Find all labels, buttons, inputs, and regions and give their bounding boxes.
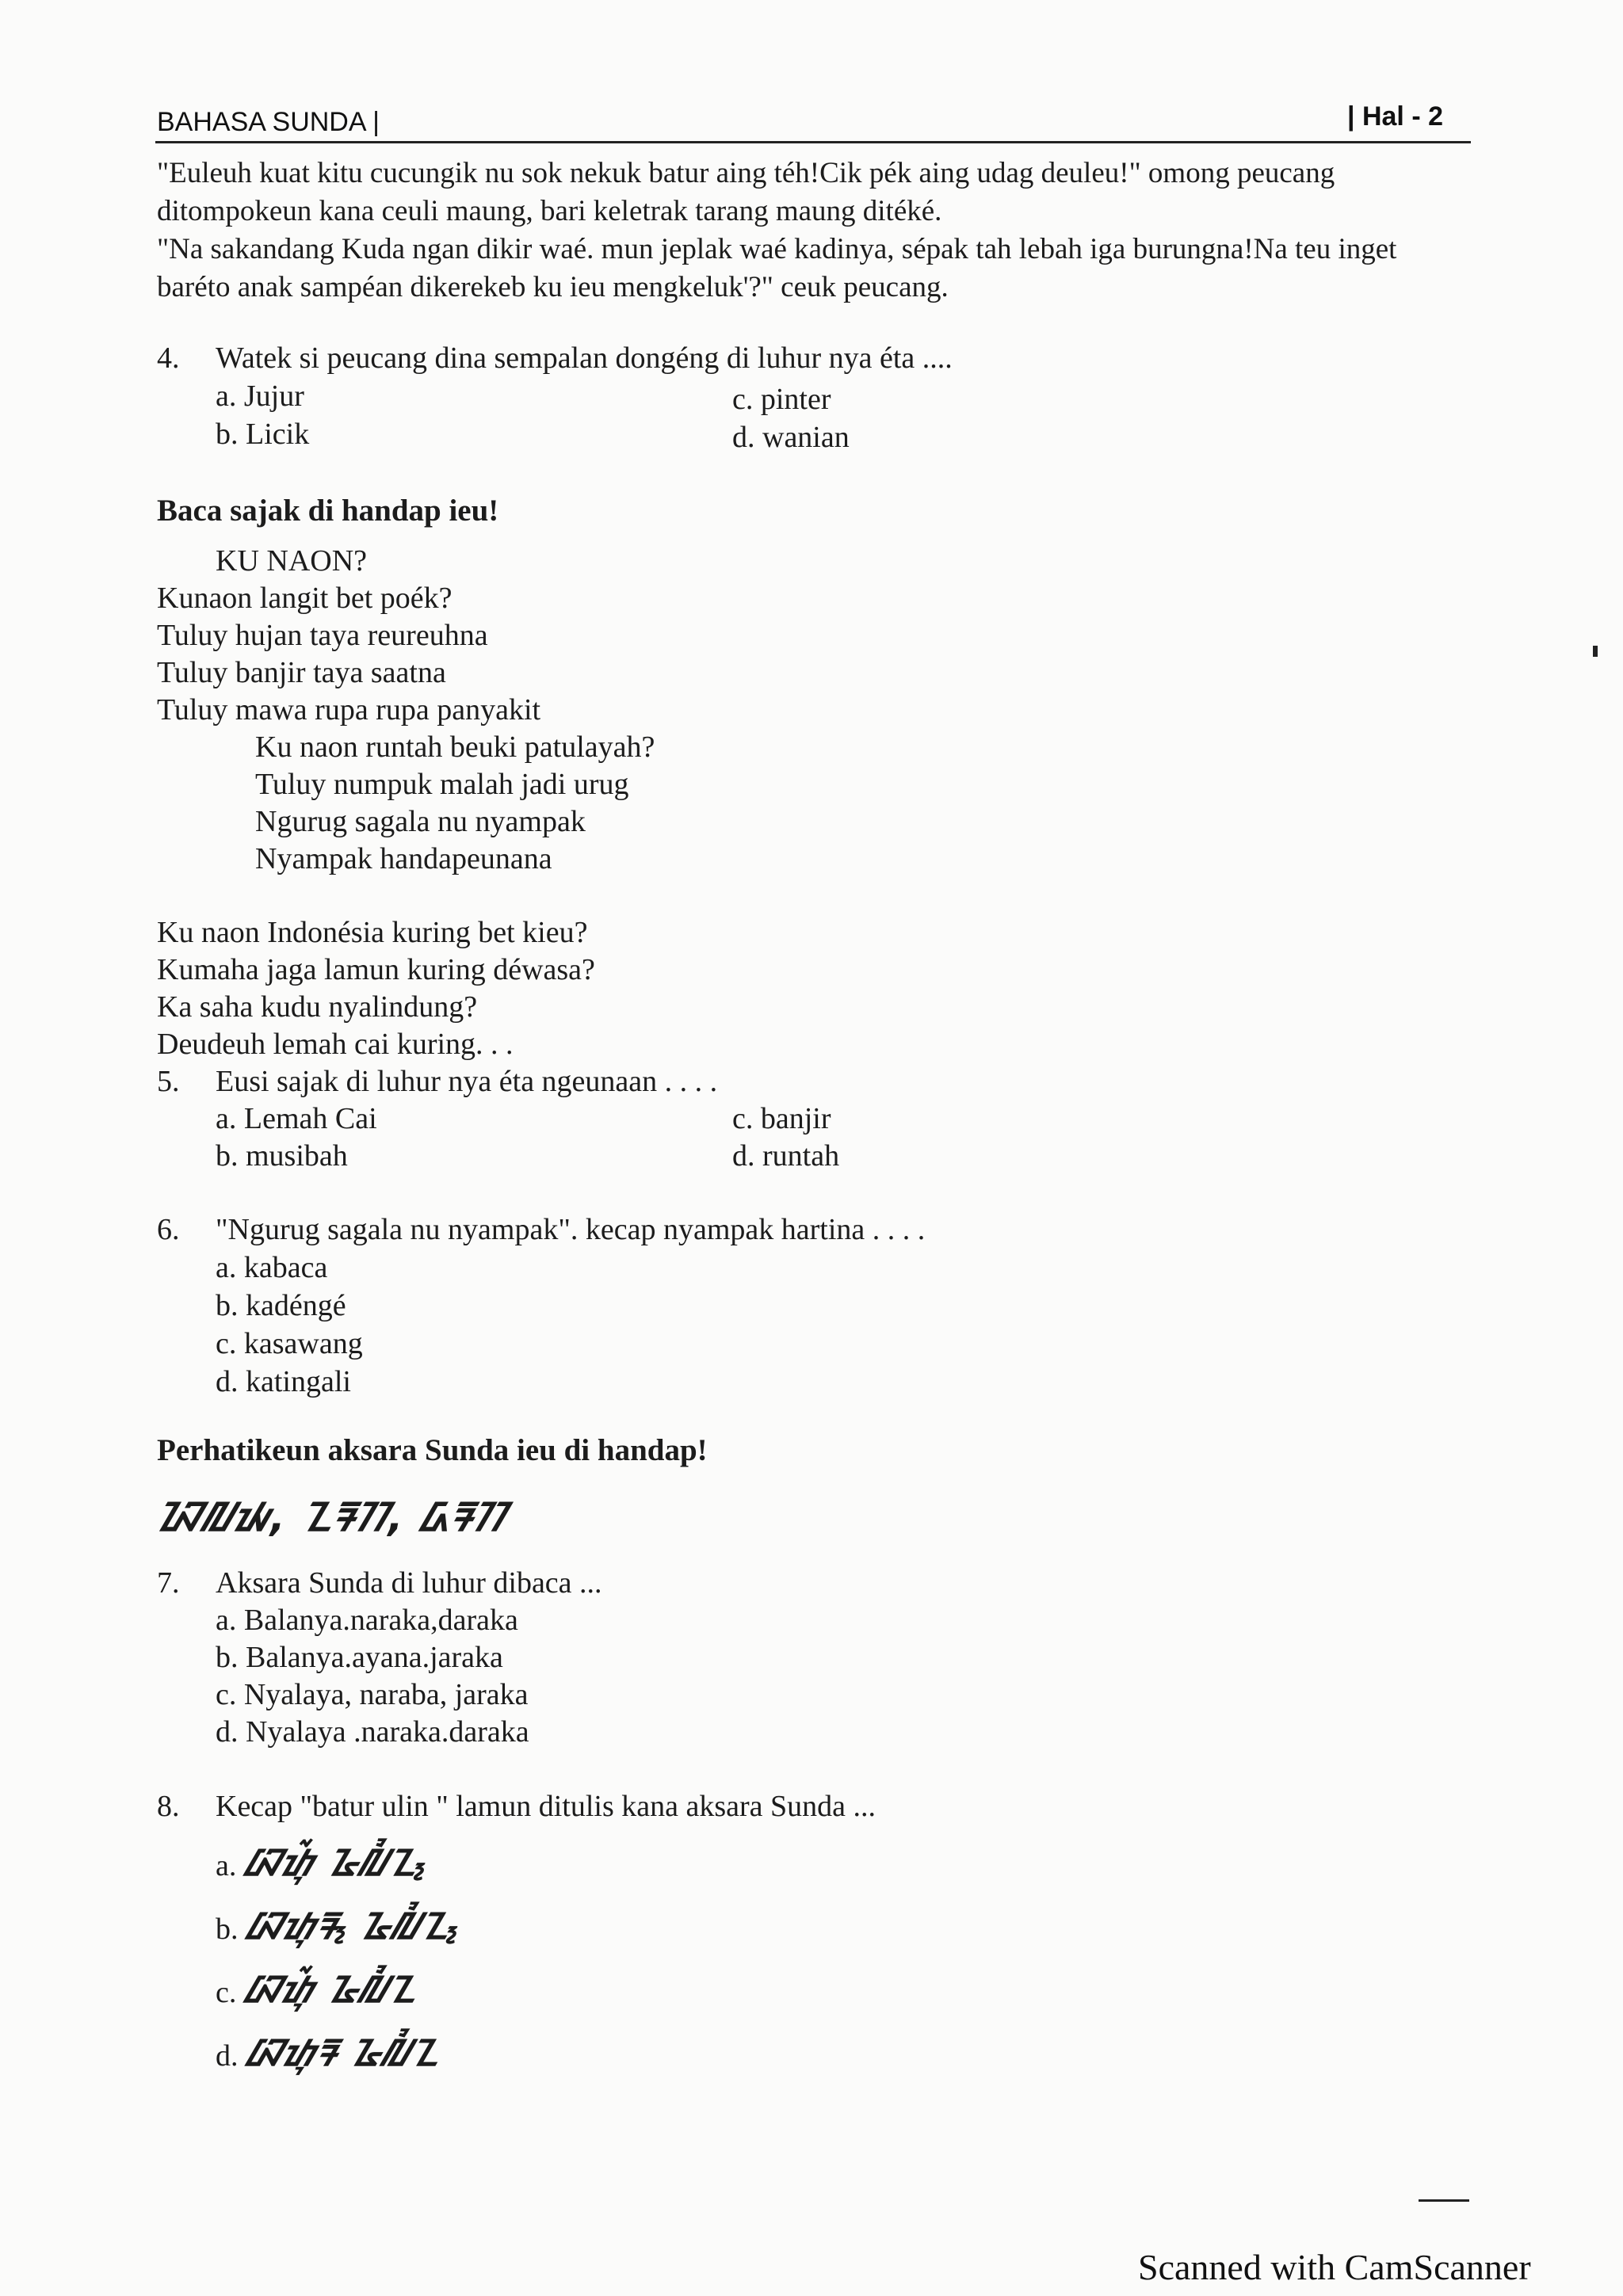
- poem-line: Kumaha jaga lamun kuring déwasa?: [157, 953, 595, 986]
- poem-line: Nyampak handapeunana: [255, 842, 552, 875]
- question-6-option-a: a. kabaca: [216, 1251, 328, 1284]
- poem-line: Tuluy numpuk malah jadi urug: [255, 768, 629, 801]
- option-aksara: ᮘᮒᮥᮛ ᮅᮜᮤᮔ: [246, 2031, 439, 2074]
- question-4-option-c: c. pinter: [732, 383, 831, 416]
- poem-line: Tuluy mawa rupa rupa panyakit: [157, 693, 541, 727]
- passage-line-1: "Euleuh kuat kitu cucungik nu sok nekuk batur aing téh!Cik pék aing udag deuleu!" omong peucang: [157, 157, 1335, 189]
- option-letter: c.: [216, 1976, 237, 2009]
- question-4-option-d: d. wanian: [732, 421, 850, 454]
- question-8-number: 8.: [157, 1790, 180, 1823]
- question-8-option-c: [216, 1963, 416, 2016]
- question-8-text: Kecap "batur ulin " lamun ditulis kana aksara Sunda ...: [216, 1790, 876, 1823]
- poem-line: Tuluy banjir taya saatna: [157, 656, 446, 689]
- question-6-text: "Ngurug sagala nu nyampak". kecap nyampak hartina . . . .: [216, 1213, 926, 1246]
- option-letter: b.: [216, 1913, 239, 1946]
- question-5-option-c: c. banjir: [732, 1102, 831, 1135]
- question-7-number: 7.: [157, 1566, 180, 1600]
- poem-line: Ku naon Indonésia kuring bet kieu?: [157, 916, 588, 949]
- poem-line: Deudeuh lemah cai kuring. . .: [157, 1028, 514, 1061]
- poem-line: Kunaon langit bet poék?: [157, 582, 453, 615]
- section-heading-sajak: Baca sajak di handap ieu!: [157, 494, 499, 528]
- question-4-option-b: b. Licik: [216, 418, 310, 451]
- option-letter: a.: [216, 1849, 237, 1882]
- poem-title: KU NAON?: [216, 544, 368, 578]
- question-8-option-d: [216, 2027, 439, 2079]
- poem-line: Tuluy hujan taya reureuhna: [157, 619, 488, 652]
- question-5-option-d: d. runtah: [732, 1139, 840, 1173]
- question-8-option-a: [216, 1836, 426, 1889]
- question-6-option-b: b. kadéngé: [216, 1289, 346, 1322]
- aksara-sunda-words: ᮑᮜᮚ, ᮔᮛᮊ, ᮓᮛᮊ: [157, 1494, 506, 1540]
- question-7-option-a: a. Balanya.naraka,daraka: [216, 1604, 518, 1637]
- passage-line-4: baréto anak sampéan dikerekeb ku ieu mengkeluk'?" ceuk peucang.: [157, 271, 949, 303]
- question-4-text: Watek si peucang dina sempalan dongéng di luhur nya éta ....: [216, 341, 953, 375]
- poem-line: Ku naon runtah beuki patulayah?: [255, 730, 655, 764]
- camscanner-watermark: Scanned with CamScanner: [1138, 2247, 1531, 2287]
- question-6-option-c: c. kasawang: [216, 1327, 363, 1360]
- question-6-number: 6.: [157, 1213, 180, 1246]
- question-4-number: 4.: [157, 341, 180, 375]
- question-5-text: Eusi sajak di luhur nya éta ngeunaan . . . .: [216, 1065, 718, 1098]
- passage-line-3: "Na sakandang Kuda ngan dikir waé. mun jeplak waé kadinya, sépak tah lebah iga burungna!Na teu inget: [157, 233, 1397, 265]
- poem-line: Ka saha kudu nyalindung?: [157, 990, 478, 1024]
- header-rule: [155, 141, 1471, 143]
- option-letter: d.: [216, 2039, 239, 2073]
- question-5-number: 5.: [157, 1065, 180, 1098]
- question-4-option-a: a. Jujur: [216, 379, 304, 413]
- question-7-option-b: b. Balanya.ayana.jaraka: [216, 1641, 503, 1674]
- question-7-text: Aksara Sunda di luhur dibaca ...: [216, 1566, 602, 1600]
- option-aksara: ᮘᮒᮥᮛ᮪ ᮅᮜᮤᮔ᮪: [246, 1905, 459, 1947]
- section-heading-aksara: Perhatikeun aksara Sunda ieu di handap!: [157, 1433, 708, 1467]
- scan-dash: [1419, 2199, 1469, 2202]
- question-7-option-c: c. Nyalaya, naraba, jaraka: [216, 1678, 529, 1711]
- passage-line-2: ditompokeun kana ceuli maung, bari keletrak tarang maung ditéké.: [157, 195, 942, 227]
- question-5-option-b: b. musibah: [216, 1139, 348, 1173]
- question-8-option-b: [216, 1900, 458, 1952]
- header-subject: BAHASA SUNDA |: [157, 107, 380, 137]
- question-5-option-a: a. Lemah Cai: [216, 1102, 377, 1135]
- option-aksara: ᮘᮒᮥᮁ ᮅᮜᮤᮔ᮪: [244, 1841, 426, 1884]
- question-6-option-d: d. katingali: [216, 1365, 351, 1398]
- scan-speck: [1593, 646, 1598, 657]
- header-page-number: | Hal - 2: [1347, 101, 1443, 132]
- question-7-option-d: d. Nyalaya .naraka.daraka: [216, 1715, 529, 1749]
- poem-line: Ngurug sagala nu nyampak: [255, 805, 586, 838]
- option-aksara: ᮘᮒᮥᮁ ᮅᮜᮤᮔ: [244, 1968, 417, 2011]
